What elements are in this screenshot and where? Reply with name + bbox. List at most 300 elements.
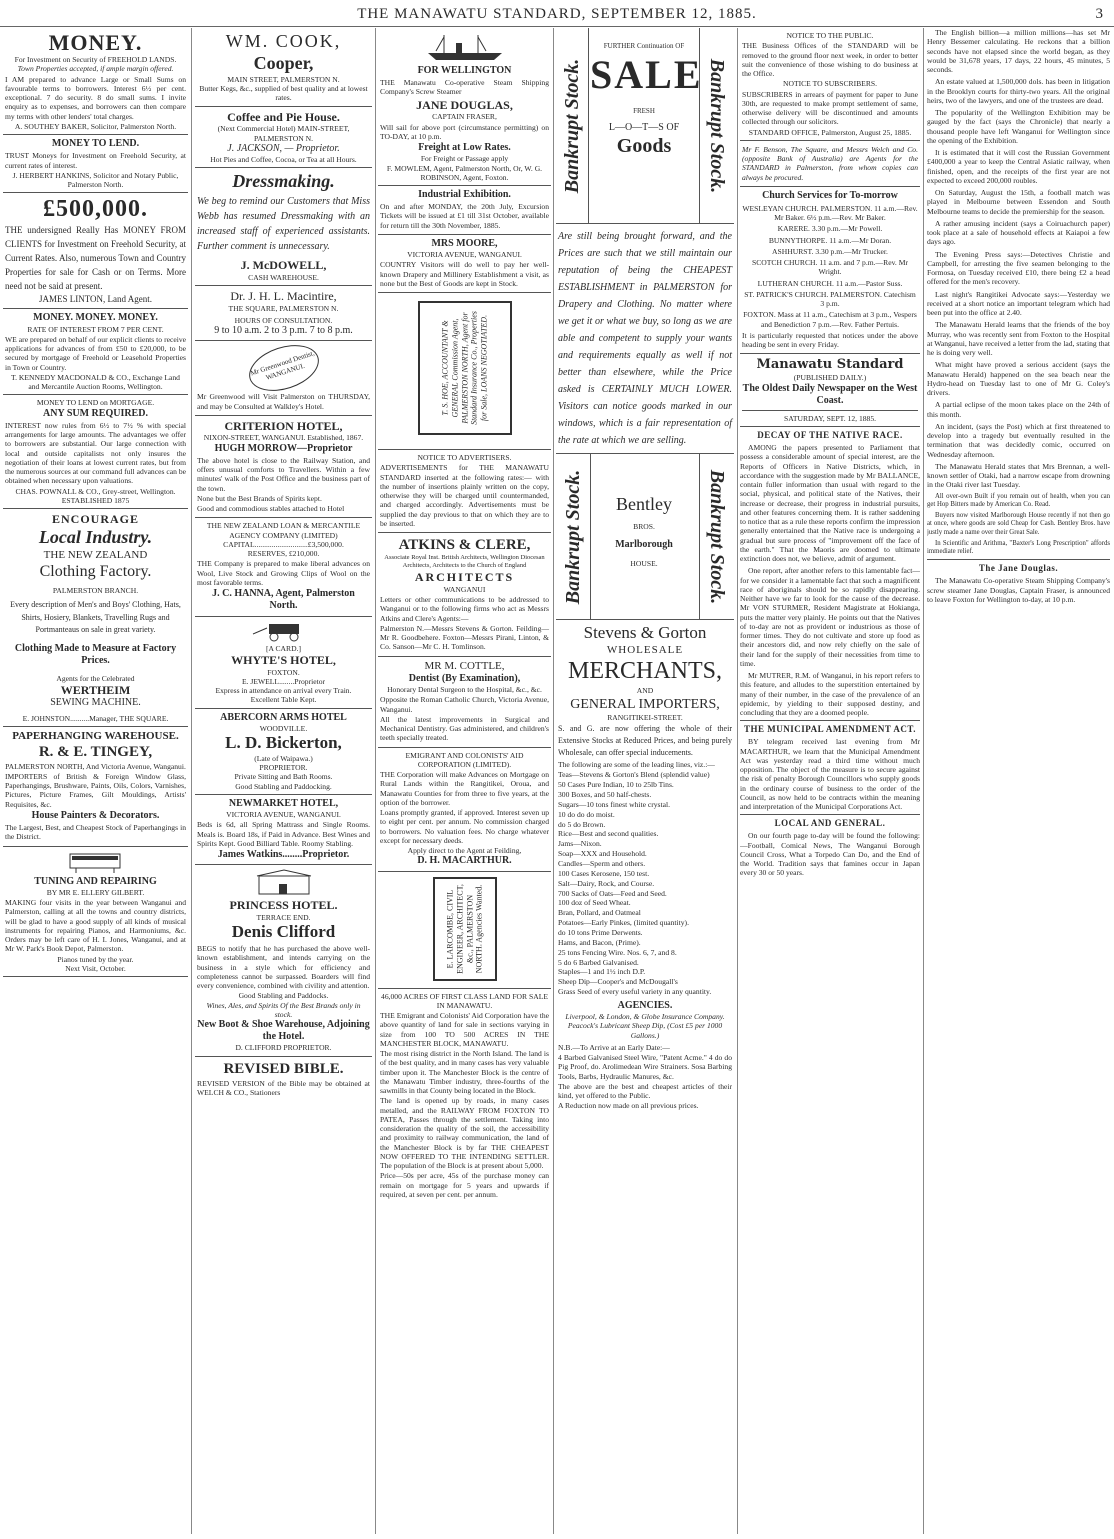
product-line: Hams, and Bacon, (Prime). xyxy=(558,937,641,947)
bentley-banner-right xyxy=(699,454,734,619)
cook-note: Butter Kegs, &c., supplied of best quality and at lowest rates. xyxy=(199,84,368,103)
abercorn-ad xyxy=(195,709,372,795)
moore-ad xyxy=(378,235,551,293)
hoe-text: T. S. HOE, ACCOUNTANT & GENERAL Commission Agent, PALMERSTON NORTH, Agent for Standard Insurance Co., Properties for Sale, LOANS NEGOTIATED. xyxy=(440,311,489,426)
pownall-signature: CHAS. POWNALL & CO., Grey-street, Wellington. ESTABLISHED 1875 xyxy=(15,486,176,505)
acres-body2: The most rising district in the North Island. The land is of the best quality, and in many cases has very valuable timber upon it. The Manchester Block is the centre of the Manawatu Timber industry, three-fourths of the sawmills in that County being located in the Block. xyxy=(380,1049,549,1096)
tingey-title: R. & E. TINGEY, xyxy=(38,744,153,761)
big-sum: £500,000. xyxy=(43,196,148,223)
gilbert-ad xyxy=(3,847,188,978)
newmarket-title: NEWMARKET HOTEL, xyxy=(228,797,339,809)
exhibition-body: On and after MONDAY, the 20th July, Excursion Tickets will be issued at £1 till 31st October, available for return till the 30th November, 1885. xyxy=(380,202,549,230)
product-line: Teas—Stevens & Gorton's Blend (splendid value) xyxy=(558,770,710,780)
bentley-ad xyxy=(556,453,734,620)
column-rule xyxy=(191,28,192,1534)
product-line: Candles—Sperm and others. xyxy=(558,858,646,868)
wholesale-line: WHOLESALE xyxy=(606,643,684,656)
mmm-title: MONEY. MONEY. MONEY. xyxy=(33,312,158,324)
newmarket-address: VICTORIA AVENUE, WANGANUI. xyxy=(226,810,341,820)
product-line: 100 doz of Seed Wheat. xyxy=(558,898,631,908)
morrow-body: The above hotel is close to the Railway Station, and offers unusual comforts to Travellers. Within a few minutes' walk of the Post Office and the business part of the town. xyxy=(197,455,370,493)
agents-notice xyxy=(740,141,920,187)
service-entry: WESLEYAN CHURCH. PALMERSTON. 11 a.m.—Rev. Mr Baker. 6½ p.m.—Rev. Mr Baker. xyxy=(742,203,918,223)
atkins-body: Letters or other communications to be addressed to Wanganui or to the following firms who act as Messrs Atkins and Clere's Agents:— xyxy=(380,595,549,623)
news-p10: What might have proved a serious accident (says the Manawatu Herald) happened on the sea beach near the Hydro-head on Tuesday last to one of Mr G. Coley's drivers. xyxy=(927,360,1110,397)
private-line: Private Sitting and Bath Rooms. xyxy=(234,772,333,782)
princess-title: PRINCESS HOTEL. xyxy=(229,898,338,913)
news-p3: The popularity of the Wellington Exhibition may be gauged by the fact (says the Chronicle) that nearly a thousand people have left Wanganui for Wellington since the opening of the Exhibition. xyxy=(927,108,1110,145)
table-line: Excellent Table Kept. xyxy=(250,695,317,705)
cottle-title: MR M. COTTLE, xyxy=(424,659,505,672)
reduction-line: A Reduction now made on all previous prices. xyxy=(558,1101,699,1111)
product-line: 25 tons Fencing Wire. Nos. 6, 7, and 8. xyxy=(558,947,677,957)
news-p14: All over-own Built if you remain out of health, when you can get Hop Bitters made by American Co. Read. xyxy=(927,492,1110,508)
money-body: I AM prepared to advance Large or Small Sums on favourable terms to borrowers. Interest 6½ per cent. exceptional. 7 do security. 8 do small sums. I invite enquiry as to expenses, and borrowers can then compare my terms with other lenders' total charges. xyxy=(5,74,186,121)
terrace-line: TERRACE END. xyxy=(256,913,311,923)
princess-ad xyxy=(195,865,372,1056)
news-p4: It is estimated that it will cost the Russian Government £400,000 a year to keep the Central Asiatic railway, when finished, open, and the receipts of the first year are not expected to exceed 200,000 roubles. xyxy=(927,148,1110,185)
cottle-sub: Dentist (By Examination), xyxy=(408,673,521,685)
branch-body: Every description of Men's and Boys' Clothing, Hats, Shirts, Hosiery, Blankets, Travelling Rugs and Portmanteaus on sale in great variety. xyxy=(10,599,181,635)
product-line: 700 Sacks of Oats—Feed and Seed. xyxy=(558,888,667,898)
marlborough-line: Marlborough xyxy=(615,539,673,551)
product-line: Grass Seed of every useful variety in any quantity. xyxy=(558,987,712,997)
divider xyxy=(740,720,920,721)
column-3 xyxy=(378,28,551,1534)
divider xyxy=(927,559,1110,560)
agencies-title: AGENCIES. xyxy=(617,1000,673,1011)
bros-line: BROS. xyxy=(633,521,655,531)
news-p7: The Evening Press says:—Detectives Christie and Campbell, for arresting the five seamen belonging to the Formosa, on Tuesday received £10, there being £2 a head offered for the men's recovery. xyxy=(927,249,1110,287)
local-general-title: LOCAL AND GENERAL. xyxy=(774,818,886,829)
decay-title: DECAY OF THE NATIVE RACE. xyxy=(757,430,903,441)
emigrant-body: THE Corporation will make Advances on Mortgage on Rural Lands within the Rangitikei, Oroua, and Manawatu Counties for from three to five years, at the option of the borrower. xyxy=(380,770,549,807)
column-rule xyxy=(375,28,376,1534)
mcdowell-title: J. McDOWELL, xyxy=(240,258,327,273)
money-signature: A. SOUTHEY BAKER, Solicitor, Palmerston North. xyxy=(14,121,177,131)
product-line: do 5 do Brown. xyxy=(558,819,606,829)
dentist-body: Mr Greenwood will Visit Palmerston on THURSDAY, and may be Consulted at Walkley's Hotel. xyxy=(197,392,370,411)
next-visit: Next Visit, October. xyxy=(65,963,126,973)
criterion-ad xyxy=(195,416,372,519)
notice-public-body: THE Business Offices of the STANDARD will be removed to the ground floor next week, in order to better suit the convenience of those wishing to do business at the Office. xyxy=(742,41,918,78)
watkins-line: James Watkins........Proprietor. xyxy=(217,849,350,861)
page-number: 3 xyxy=(1095,6,1104,22)
good-stabling: Good Stabling and Paddocking. xyxy=(235,781,332,791)
money-title: MONEY. xyxy=(48,30,143,55)
sale-center xyxy=(590,28,703,158)
hanna-line: J. C. HANNA, Agent, Palmerston North. xyxy=(212,588,355,612)
lend-ad xyxy=(3,135,188,193)
rate-ad xyxy=(3,309,188,395)
service-entry: ASHHURST. 3.30 p.m.—Mr Trucker. xyxy=(772,246,888,256)
manager-line: E. JOHNSTON..........Manager, THE SQUARE. xyxy=(22,713,169,723)
fresh-line: FRESH xyxy=(633,107,655,116)
atkins-title: ATKINS & CLERE, xyxy=(398,537,531,554)
nzloan-ad xyxy=(195,518,372,616)
newmarket-ad xyxy=(195,795,372,865)
merchants-title: MERCHANTS, xyxy=(567,658,723,685)
woodville-line: WOODVILLE. xyxy=(259,723,308,733)
emigrant-ad xyxy=(378,748,551,872)
jackson-note: Hot Pies and Coffee, Cocoa, or Tea at all Hours. xyxy=(210,154,357,164)
column-5 xyxy=(740,28,920,1534)
dressmaking-body: We beg to remind our Customers that Miss Webb has resumed Dressmaking with an increased staff of experienced assistants. Further comment is unnecessary. xyxy=(197,196,370,253)
waipawa-line: (Late of Waipawa.) xyxy=(254,753,313,763)
decay-p2: One report, after another refers to this lamentable fact—for we consider it a lamentable fact that such a magnificent race of aboriginals should be so rapidly disappearing. Neither have we far to look for the cause of the decrease. Mr VON STURMER, Resident Magistrate at Hokianga, puts the matter very plainly. He points out that the Natives of to-day are not as provident or industrious as those of former times. They do not cultivate and store up food as their ancestors did, and now rely chiefly on the sale of their land for the supply of their necessities from time to time. xyxy=(740,566,920,668)
abercorn-title: ABERCORN ARMS HOTEL xyxy=(220,711,347,723)
sg-items xyxy=(558,770,732,997)
cook-ad xyxy=(195,28,372,107)
product-line: Salt—Dairy, Rock, and Course. xyxy=(558,878,655,888)
arrive-body: 4 Barbed Galvanised Steel Wire, "Patent Acme." 4 do do Pig Proof, do. Arolimedean Wire Strainers. Sosa Barbing Tools, Barbs, Hydraulic Manures, &c. xyxy=(558,1053,732,1081)
macintire-ad xyxy=(195,286,372,341)
column-rule xyxy=(923,28,924,1534)
dentist-seal: Mr Greenwood Dentist, WANGANUI. xyxy=(243,337,324,399)
rate-signature: T. KENNEDY MACDONALD & CO., Exchange Land and Mercantile Auction Rooms, Wellington. xyxy=(11,372,180,392)
coffee-ad xyxy=(195,107,372,169)
notice-public-title: NOTICE TO THE PUBLIC. xyxy=(786,31,874,40)
atkins-sub: Associate Royal Inst. British Architects, Wellington Diocesan Architects, Architects to the Church of England xyxy=(384,554,545,570)
for-wellington: FOR WELLINGTON xyxy=(417,65,512,76)
product-line: Jams—Nixon. xyxy=(558,839,602,849)
nb-line: N.B.—To Arrive at an Early Date:— xyxy=(558,1042,670,1052)
building-icon xyxy=(249,868,319,896)
acres-title: 46,000 ACRES OF FIRST CLASS LAND FOR SALE IN MANAWATU. xyxy=(381,991,548,1010)
particular-line: It is particularly requested that notices under the above heading be sent in every Friday. xyxy=(742,330,918,350)
closing-line: The above are the best and cheapest articles of their kind, yet offered to the Public. xyxy=(558,1081,732,1101)
news-p11: A partial eclipse of the moon takes place on the 24th of this month. xyxy=(927,400,1110,419)
macintire-address: THE SQUARE, PALMERSTON N. xyxy=(228,303,339,313)
dressmaking-ad xyxy=(195,168,372,286)
clothing-factory-title: Clothing Factory. xyxy=(39,563,152,581)
architects-title: ARCHITECTS xyxy=(414,570,515,585)
tingey-body: IMPORTERS of British & Foreign Window Glass, Paperhangings, Brushware, Paints, Oils, Colors, Varnishes, Pictures, Picture Frames, Gilt Mouldings, Artists' Requisites, &c. xyxy=(5,771,186,809)
proprietor-line: PROPRIETOR. xyxy=(259,763,308,773)
newmarket-body: Beds is 6d, all Spring Mattrass and Single Rooms. Meals is. Board 18s, if Paid in Advance. Best Wines and Spirits Kept. Good Billiard Table. Roomy Stabling. xyxy=(197,820,370,848)
freight-note: For Freight or Passage apply xyxy=(420,154,509,164)
news-p8: Last night's Rangitikei Advocate says:—Yesterday we received at a short notice an important telegram which had been put into the office at 2.40. xyxy=(927,289,1110,317)
money-subtitle: For Investment on Security of FREEHOLD LANDS. xyxy=(14,55,177,65)
tingey-ad xyxy=(3,727,188,847)
oldest-line: The Oldest Daily Newspaper on the West Coast. xyxy=(742,382,918,406)
coffee-address: (Next Commercial Hotel) MAIN-STREET, PALMERSTON N. xyxy=(217,124,350,143)
larcombe-ad xyxy=(378,872,551,989)
hours-list: 9 to 10 a.m. 2 to 3 p.m. 7 to 8 p.m. xyxy=(214,325,353,337)
whyte-title: WHYTE'S HOTEL, xyxy=(231,653,336,668)
tuning-title: TUNING AND REPAIRING xyxy=(34,875,157,887)
foxton-line: FOXTON. xyxy=(267,667,300,677)
bentley-right-text: Bankrupt Stock. xyxy=(706,469,729,604)
lend-body: TRUST Moneys for Investment on Freehold Security, at current rates of interest. xyxy=(5,151,186,170)
cooper-title: Cooper, xyxy=(253,52,314,73)
column-6 xyxy=(927,28,1110,1534)
liverpool-line: Liverpool, & London, & Globe Insurance Company. xyxy=(565,1012,725,1022)
local-industry-title: Local Industry. xyxy=(38,526,153,547)
dentist-ad xyxy=(195,341,372,416)
paperhanging-title: PAPERHANGING WAREHOUSE. xyxy=(12,729,179,742)
hoe-frame xyxy=(418,301,512,435)
news-p9: The Manawatu Herald learns that the friends of the boy Murray, who was recently sent from Foxton to the Hospital at Wanganui, have received a letter from the lad, stating that he is doing very well. xyxy=(927,320,1110,357)
product-line: Bran, Pollard, and Oatmeal xyxy=(558,908,641,918)
lots-line: L—O—T—S OF xyxy=(608,121,680,133)
editorial-date: SATURDAY, SEPT. 12, 1885. xyxy=(783,413,877,423)
decay-p3: Mr MUTRER, R.M. of Wanganui, in his report refers to this feature, and alludes to the superstition entertained by many of their number, in the case of the prevalence of an epidemic, by yielding to their supposed destiny, and concluding that they are a doomed people. xyxy=(740,671,920,718)
news-p13: The Manawatu Herald states that Mrs Brennan, a well-known settler of Otaki, had a narrow escape from drowning in the Otaki river last Tuesday. xyxy=(927,461,1110,490)
linton-ad xyxy=(3,193,188,309)
lend-title: MONEY TO LEND. xyxy=(51,138,140,150)
mcdowell-sub: CASH WAREHOUSE. xyxy=(248,272,319,282)
sale-title: SALE xyxy=(590,51,703,97)
any-sum-body: INTEREST now rules from 6½ to 7½ % with special arrangements for large amounts. The advantages we offer to borrowers are substantial. Our large connection with local and outside capitalists not only insures the negotiation of their loans at lowest current rates, but from the numerous sources at our command full advances can be obtained when necessary upon valuations. xyxy=(5,420,186,486)
criterion-title: CRITERION HOTEL, xyxy=(224,418,343,433)
any-sum-title: ANY SUM REQUIRED. xyxy=(43,407,148,419)
emigrant-list: Loans promptly granted, if approved. Interest seven up to eight per cent. per annum. No commission charged to borrowers. No valuation fees. No charge whatever except for necessary deeds. xyxy=(380,808,549,845)
cook-title: WM. COOK, xyxy=(225,31,342,51)
notice-public xyxy=(740,28,920,141)
standard-office: STANDARD OFFICE, Palmerston, August 25, 1885. xyxy=(748,127,912,137)
ship-note: Will sail for above port (circumstance permitting) on TO-DAY, at 10 p.m. xyxy=(380,122,549,141)
cook-address: MAIN STREET, PALMERSTON N. xyxy=(227,74,340,84)
captain-line: CAPTAIN FRASER, xyxy=(432,112,497,122)
product-line: Soap—XXX and Household. xyxy=(558,849,647,859)
cottle-ad xyxy=(378,657,551,748)
wanganui-line: WANGANUI xyxy=(443,584,486,594)
express-line: Express in attendance on arrival every Train. xyxy=(215,686,352,696)
subscribers-title: NOTICE TO SUBSCRIBERS. xyxy=(782,79,878,89)
linton-signature: JAMES LINTON, Land Agent. xyxy=(38,294,153,305)
clifford-good: Good Stabling and Paddocks. xyxy=(238,991,329,1001)
product-line: Sheep Dip—Cooper's and McDougall's xyxy=(558,977,678,987)
macintire-title: Dr. J. H. L. Macintire, xyxy=(230,289,337,304)
acres-body: THE Emigrant and Colonists' Aid Corporation have the above quantity of land for sale in sections varying in size from 100 TO 500 ACRES IN THE MANCHESTER BLOCK, MANAWATU. xyxy=(380,1011,549,1048)
services-list xyxy=(742,204,918,329)
rangitikei-line: RANGITIKEI-STREET. xyxy=(607,712,683,722)
product-line: do 10 tons Prime Derwents. xyxy=(558,927,643,937)
bankrupt-left-text: Bankrupt Stock. xyxy=(560,58,583,193)
nzloan-title: THE NEW ZEALAND LOAN & MERCANTILE AGENCY COMPANY (LIMITED) xyxy=(206,521,361,540)
news-p1: The English billion—a million millions—has set Mr Henry Bessemer calculating. He reckons that a billion seconds have not elapsed since the world began, as they would be 31,678 years, 17 days, 22 hours, 45 minutes, 5 seconds. xyxy=(927,28,1110,74)
stevens-title: Stevens & Gorton xyxy=(583,623,707,642)
capital-line: CAPITAL............................£3,500,000. xyxy=(223,539,344,549)
and-line: AND xyxy=(636,686,654,696)
newspaper-title: THE MANAWATU STANDARD, SEPTEMBER 12, 1885. xyxy=(357,6,757,22)
nz-title: THE NEW ZEALAND xyxy=(43,548,148,561)
steamship-icon xyxy=(420,33,510,63)
service-entry: FOXTON. Mass at 11 a.m., Catechism at 3 p.m., Vespers and Benediction 7 p.m.—Rev. Father Pertuis. xyxy=(743,310,917,329)
reserves-line: RESERVES, £210,000. xyxy=(247,549,320,559)
divider xyxy=(742,410,918,411)
news-p12: An incident, (says the Post) which at first threatened to develop into a tragedy but eventually resulted in the termination that was decidedly comic, occurred on Wednesday afternoon. xyxy=(927,421,1110,459)
moore-body: COUNTRY Visitors will do well to pay her well-known Drapery and Millinery Establishment a visit, as none but the Best of Goods are kept in Stock. xyxy=(380,260,549,288)
general-importers: GENERAL IMPORTERS, xyxy=(570,696,720,712)
ship-body: THE Manawatu Co-operative Steam Shipping Company's Screw Steamer xyxy=(380,78,549,97)
house-painters-title: House Painters & Decorators. xyxy=(31,809,160,821)
news-p5: On Saturday, August the 15th, a football match was played in Melbourne between Essendon and South Melbourne teams to decide the premiership for the season. xyxy=(927,188,1110,216)
column-4 xyxy=(556,28,734,1534)
bankrupt-banner-left xyxy=(556,28,589,223)
news-p16: In Scientific and Arithma, "Baxter's Long Prescription" affords immediate relief. xyxy=(927,539,1110,556)
jane-douglas-title: The Jane Douglas. xyxy=(978,563,1059,574)
published-line: (PUBLISHED DAILY.) xyxy=(793,373,867,383)
news-p15: Buyers now visited Marlborough House recently if not then go at once, where goods are sold Cheap for Cash. Bentley Bros. have justly made a name over their Great Sale. xyxy=(927,512,1110,536)
sewing-title: SEWING MACHINE. xyxy=(50,697,141,709)
rate-body: WE are prepared on behalf of our explicit clients to receive applications for advances of from £50 to £20,000, to be secured by mortgage of Freehold or Leasehold Properties in Town or Country. xyxy=(5,334,186,372)
column-rule xyxy=(553,28,554,1534)
further-line: FURTHER Continuation OF xyxy=(603,42,685,50)
hours-title: HOURS OF CONSULTATION. xyxy=(234,315,333,325)
criterion-address: NIXON-STREET, WANGANUI. Established, 1867. xyxy=(203,433,364,443)
jane-title: JANE DOUGLAS, xyxy=(416,97,513,112)
hoe-ad xyxy=(378,293,551,450)
cottle-address: Honorary Dental Surgeon to the Hospital, &c., &c. xyxy=(387,685,542,695)
standard-title: Manawatu Standard xyxy=(756,357,904,373)
notice-body: ADVERTISEMENTS for THE MANAWATU STANDARD inserted at the following rates:— with the number of insertions plainly written on the copy, otherwise they will be charged until countermanded, and charged accordingly. Advertisements must be supplied the day previous to that on which they are to be inserted. xyxy=(380,463,549,528)
freight-title: Freight at Low Rates. xyxy=(418,142,511,154)
peacock-line: Peacock's Lubricant Sheep Dip, (Cost £5 per 1000 Gallons.) xyxy=(567,1021,723,1040)
product-line: 5 do 6 Barbed Galvanised. xyxy=(558,957,639,967)
larcombe-text: E. LARCOMBE, CIVIL ENGINEER, ARCHITECT, &c., PALMERSTON NORTH. Agencies Wanted. xyxy=(445,883,484,974)
coffee-title: Coffee and Pie House. xyxy=(227,109,340,124)
tingey-address: PALMERSTON NORTH, And Victoria Avenue, Wanganui. xyxy=(5,761,186,771)
morrow-body2: None but the Best Brands of Spirits kept. xyxy=(197,493,322,503)
jackson-line: J. JACKSON, — Proprietor. xyxy=(227,142,340,154)
jane-douglas-body: The Manawatu Co-operative Steam Shipping Company's screw steamer Jane Douglas, Captain Fraser, is announced to leave Foxton for Wellington to-day, at 10 p.m. xyxy=(927,576,1110,604)
service-entry: SCOTCH CHURCH. 11 a.m. and 7 p.m.—Rev. Mr Wright. xyxy=(752,258,908,277)
stevens-ad xyxy=(556,620,734,1115)
piano-icon xyxy=(66,850,126,874)
gilbert-body: MAKING four visits in the year between Wanganui and Palmerston, calling at all the towns and country districts, will be glad to have a good supply of all kinds of musical instruments for repairing Pianos, and Harmoniums, &c. Orders may be left care of H. I. Jones, Wanganui, and at Mr W. Park's Book Depot, Palmerston. xyxy=(5,898,186,954)
sale-body: Are still being brought forward, and the Prices are such that we still maintain our reputation of being the CHEAPEST ESTABLISHMENT in PALMERSTON for Drapery and Clothing. No matter where we get it or what we buy, so long as we are able and competent to supply your wants and requirements equally as well if not better than elsewhere, while the Price asked is CERTAINLY MUCH LOWER. Visitors can notice goods marked in our windows, which is a fair representation of the rate at which we are selling. xyxy=(558,231,732,446)
stables-line: Good and commodious stables attached to Hotel xyxy=(197,504,345,514)
gilbert-name: BY MR E. ELLERY GILBERT. xyxy=(46,887,145,897)
product-line: Staples—1 and 1½ inch D.P. xyxy=(558,967,646,977)
jewell-line: E. JEWELL........Proprietor xyxy=(241,676,326,686)
agents-line: Agents for the Celebrated xyxy=(56,673,135,683)
moore-address: VICTORIA AVENUE, WANGANUI. xyxy=(407,250,522,260)
atkins-ad xyxy=(378,533,551,657)
sale-header xyxy=(556,28,734,224)
tuned-line: Pianos tuned by the year. xyxy=(57,954,134,964)
news-p6: A rather amusing incident (says a Coiruachurch paper) took place at a sale of household effects at Kaiapoi a few days ago. xyxy=(927,218,1110,247)
sg-list-title: The following are some of the leading lines, viz.:— xyxy=(558,759,715,769)
divider xyxy=(740,814,920,815)
service-entry: ST. PATRICK'S CHURCH. PALMERSTON. Catechism 3 p.m. xyxy=(744,289,916,309)
house-body: The Largest, Best, and Cheapest Stock of Paperhangings in the District. xyxy=(5,823,186,842)
mortgage-title: MONEY TO LEND on MORTGAGE. xyxy=(36,398,155,408)
bentley-title: Bentley xyxy=(616,494,672,514)
municipal-body: BY telegram received last evening from Mr MACARTHUR, we learn that the Municipal Amendment Act was yesterday read a third time without much opposition. The object of the measure is to secure against the risk of penalty Borough Councillors who supply goods in the ordinary course of business to the order of the Council, as now held to be contracts within the meaning and interpretation of the Municipal Corporations Act. xyxy=(740,737,920,812)
column-2 xyxy=(195,28,372,1534)
decay-article xyxy=(740,430,920,877)
municipal-title: THE MUNICIPAL AMENDMENT ACT. xyxy=(743,724,916,735)
emigrant-title: EMIGRANT AND COLONISTS' AID CORPORATION (LIMITED). xyxy=(405,750,524,769)
bickerton-title: L. D. Bickerton, xyxy=(225,733,342,753)
cottle-body: Opposite the Roman Catholic Church, Victoria Avenue, Wanganui. xyxy=(380,695,549,714)
money-ad xyxy=(3,28,188,135)
agent-line: F. MOWLEM, Agent, Palmerston North, Or, W. G. ROBINSON, Agent, Foxton. xyxy=(386,163,543,182)
masthead xyxy=(0,0,1114,27)
sg-body: S. and G. are now offering the whole of their Extensive Stocks at Reduced Prices, and being purely Wholesale, can offer special inducements. xyxy=(558,723,732,757)
exhibition-title: Industrial Exhibition. xyxy=(418,189,511,200)
macarthur-line: D. H. MACARTHUR. xyxy=(417,855,512,867)
agents-body: Mr F. Benson, The Square, and Messrs Welch and Co. (opposite Bank of Australia) are Agents for the STANDARD in Palmerston, from whom copies can always be procured. xyxy=(742,144,918,182)
local-general-body: On our fourth page to-day will be found the following:—Football, Comical News, The Wanganui Borough Council Cross, What a Torpedo Can Do, and the End of the World. Tradition says that famines occur in Japan every 30 or 50 years. xyxy=(740,831,920,878)
product-line: Rice—Best and second qualities. xyxy=(558,829,659,839)
boot-line: New Boot & Shoe Warehouse, Adjoining the Hotel. xyxy=(197,1019,370,1043)
rate-title: RATE OF INTEREST FROM 7 PER CENT. xyxy=(27,324,164,334)
product-line: 300 Boxes, and 50 half-chests. xyxy=(558,789,652,799)
column-rule xyxy=(737,28,738,1534)
encourage-title: ENCOURAGE xyxy=(51,512,139,527)
lend-signature: J. HERBERT HANKINS, Solicitor and Notary Public, Palmerston North. xyxy=(12,170,179,190)
made-to-measure: Clothing Made to Measure at Factory Prices. xyxy=(14,643,177,667)
larcombe-frame xyxy=(433,877,497,981)
bentley-center xyxy=(590,454,698,569)
service-entry: BUNNYTHORPE. 11 a.m.—Mr Doran. xyxy=(768,235,892,245)
decay-p1: AMONG the papers presented to Parliament that possess a considerable amount of special interest, are the Reports of Officers in Native Districts, which, in accordance with the suggestion made by Mr BALLANCE, contain fuller information than usual with regard to the social, physical, and political state of the Natives, their increase or decrease, their progress in industrial pursuits, and other features concerning them. It is rather saddening to notice that as a rule these reports confirm the impression generally entertained that the Native race is undergoing a gradual but sure process of "improvement off the face of the earth." That the Maoris are doomed to ultimate extinction does not, we believe, admit of argument. xyxy=(740,443,920,564)
news-p2: An estate valued at 1,500,000 dols. has been in litigation in the Brooklyn courts for thirty-two years. All the original heirs, two of the lawyers, and one of the trustees are dead. xyxy=(927,77,1110,105)
product-line: 10 do do do moist. xyxy=(558,809,615,819)
acres-body3: The land is opened up by roads, in many cases metalled, and the RAILWAY FROM FOXTON TO PATEA, Passes through the settlement. Taking into consideration the quality of the soil, the accessibility and proximity to railway communication, the land of the Manchester Block is by far THE CHEAPEST NOW OFFERED TO THE INTENDING SETTLER. The population of the Block is at present about 5,000. xyxy=(380,1096,549,1171)
bankrupt-right-text: Bankrupt Stock. xyxy=(706,58,729,193)
notice-title: NOTICE TO ADVERTISERS. xyxy=(417,453,512,463)
exhibition-ad xyxy=(378,186,551,235)
branch-title: PALMERSTON BRANCH. xyxy=(52,585,139,595)
clifford-title: Denis Clifford xyxy=(231,922,336,942)
bible-body: REVISED VERSION of the Bible may be obtained at WELCH & CO., Stationers xyxy=(197,1079,370,1098)
pownall-ad xyxy=(3,395,188,509)
apply-line: Apply direct to the Agent at Feilding, xyxy=(407,846,522,856)
acres-body4: Price—50s per acre, 45s of the purchase money can remain on mortgage for 5 years and upwards if required, at seven per cent. per annum. xyxy=(380,1171,549,1199)
subscribers-body: SUBSCRIBERS in arrears of payment for paper to June 30th, are requested to make prompt settlement of same, otherwise delivery will be discontinued and amounts collected through our solicitors. xyxy=(742,89,918,127)
product-line: Potatoes—Early Pinkes, (limited quantity). xyxy=(558,918,689,928)
church-services xyxy=(740,187,920,355)
product-line: 50 Cases Pure Indian, 10 to 25lb Tins. xyxy=(558,780,674,790)
goods-title: Goods xyxy=(616,135,672,158)
acres-ad xyxy=(378,989,551,1204)
dressmaking-title: Dressmaking. xyxy=(232,171,335,192)
standard-banner xyxy=(740,354,920,427)
house-line: HOUSE. xyxy=(630,559,658,569)
linton-body: THE undersigned Really Has MONEY FROM CLIENTS for Investment on Freehold Security, at Current Rates. Also, numerous Town and Country Properties for sale for Cash or on Terms. More need not be said at present. xyxy=(5,224,186,291)
morrow-line: HUGH MORROW—Proprietor xyxy=(214,442,353,454)
card-line: [A CARD.] xyxy=(265,643,302,653)
nzloan-body: THE Company is prepared to make liberal advances on Wool, Live Stock and Growing Clips of Wool on the most favorable terms. xyxy=(197,559,370,587)
atkins-list: Palmerston N.—Messrs Stevens & Gorton. Feilding—Mr R. Goodbehere. Foxton—Messrs Pirani, Linton, & Co. Sanson—Mr C. H. Tomlinson. xyxy=(380,623,549,652)
wines-line: Wines, Ales, and Spirits Of the Best Brands only in stock. xyxy=(206,1000,361,1019)
product-line: Sugars—10 tons finest white crystal. xyxy=(558,799,670,809)
church-title: Church Services for To-morrow xyxy=(762,189,898,201)
column-1 xyxy=(3,28,188,1534)
wertheim-title: WERTHEIM xyxy=(60,682,131,697)
bible-ad xyxy=(195,1057,372,1102)
whyte-ad xyxy=(195,617,372,709)
bible-title: REVISED BIBLE. xyxy=(223,1060,344,1077)
moore-title: MRS MOORE, xyxy=(431,237,498,249)
clifford-proprietor: D. CLIFFORD PROPRIETOR. xyxy=(235,1043,332,1053)
jane-douglas-ad xyxy=(378,28,551,186)
notice-advertisers xyxy=(378,450,551,533)
service-entry: LUTHERAN CHURCH. 11 a.m.—Pastor Suss. xyxy=(757,278,903,288)
money-note: Town Properties accepted, if ample margin offered. xyxy=(17,64,174,74)
bentley-banner-left xyxy=(556,454,591,619)
clifford-body: BEGS to notify that he has purchased the above well-known establishment, and intends carrying on the business in a style which for efficiency and completeness cannot be surpassed. Boarders will find every convenience, combined with civility and attention. xyxy=(197,944,370,991)
clothing-factory-ad xyxy=(3,509,188,727)
cottle-body2: All the latest improvements in Surgical and Mechanical Dentistry. Gas administered, and children's teeth specially treated. xyxy=(380,714,549,743)
bankrupt-banner-right xyxy=(699,28,734,223)
coach-icon xyxy=(249,620,319,642)
